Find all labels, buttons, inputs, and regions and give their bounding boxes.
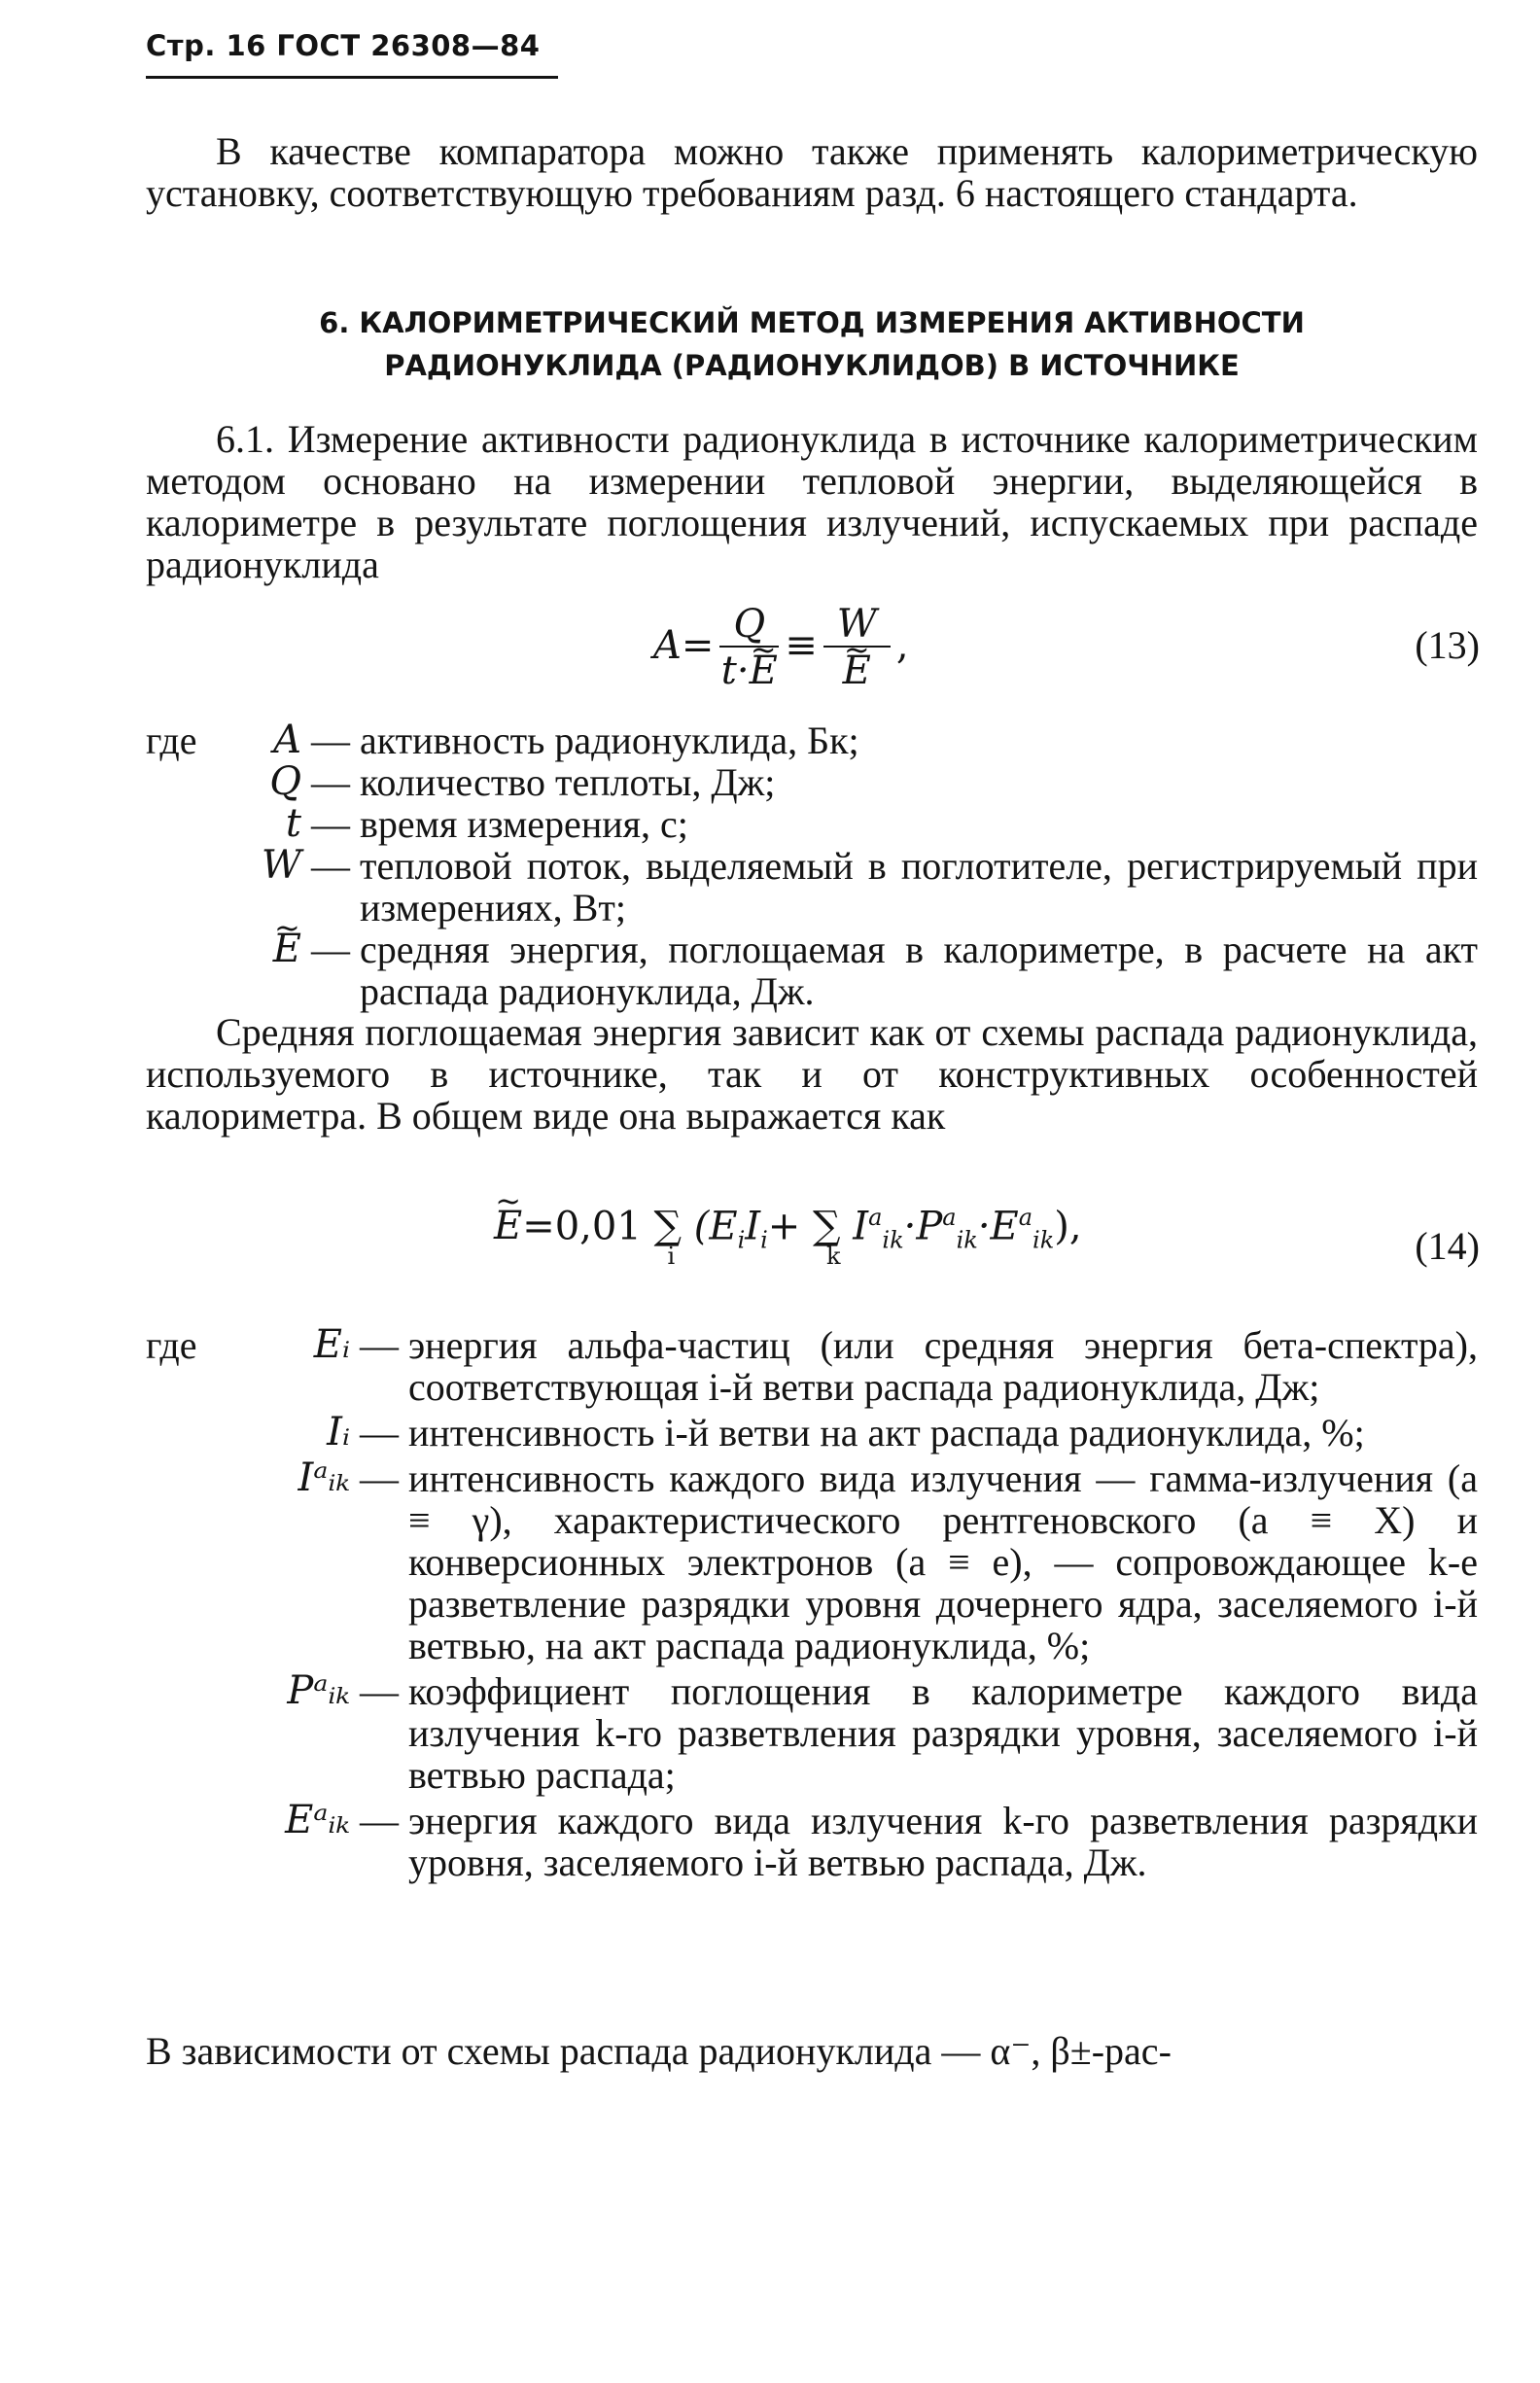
formula14-sub: i: [737, 1226, 746, 1254]
definitions-14: [146, 1324, 1478, 1883]
formula14-sup: a: [868, 1204, 883, 1231]
definition-row: [146, 929, 1478, 1012]
definition-row: [146, 719, 1478, 761]
definition-dash: —: [311, 928, 350, 971]
formula14-plus: +: [767, 1204, 801, 1249]
formula14-lhs: ~ E: [494, 1204, 522, 1248]
definition-text: энергия альфа-частиц (или средняя энергия бета-спектра), соответствующая i-й ветви распада радионуклида, Дж;: [408, 1323, 1478, 1409]
definition-dash: —: [360, 1456, 399, 1500]
definition-dash: —: [311, 718, 350, 762]
equation-number-14: (14): [1415, 1224, 1480, 1268]
formula14-sum1: [653, 1204, 682, 1271]
definition-dash: —: [360, 1323, 399, 1367]
formula13-eq2: ≡: [785, 623, 818, 668]
definition-dash: —: [311, 844, 350, 888]
formula14-sub: ik: [1032, 1226, 1055, 1254]
definition-row: [146, 1412, 1478, 1454]
formula14-sub: i: [760, 1226, 768, 1254]
definition-row: [146, 845, 1478, 929]
mean-energy-paragraph: Средняя поглощаемая энергия зависит как от схемы распада радионуклида, используемого в источнике, так и от конструктивных особенностей калориметра. В общем виде она выражается как: [146, 1010, 1478, 1138]
formula13-fraction1: [719, 603, 779, 694]
section-heading: [146, 301, 1478, 387]
definition-symbol: Q: [269, 759, 301, 804]
sum-index: k: [826, 1243, 841, 1271]
definitions-lead: где: [146, 1323, 197, 1367]
definition-text: средняя энергия, поглощаемая в калориметре, в расчете на акт распада радионуклида, Дж.: [360, 928, 1478, 1013]
sum-symbol: ∑: [813, 1204, 841, 1249]
formula-14: [494, 1204, 1082, 1271]
formula13-num2: W: [823, 603, 891, 648]
definition-dash: —: [311, 802, 350, 846]
header-rule: [146, 76, 558, 79]
formula14-I: I: [745, 1204, 761, 1249]
paragraph-6-1: 6.1. Измерение активности радионуклида в источнике калориметрическим методом основано на измерении тепловой энергии, выделяющейся в калориметре в результате поглощения излучений, испускаемых при распаде радионуклида: [146, 417, 1478, 586]
definition-symbol: Pᵃᵢₖ: [287, 1668, 350, 1713]
sum-symbol: ∑: [653, 1204, 682, 1249]
definition-symbol: Eᵃᵢₖ: [285, 1798, 350, 1842]
final-paragraph: В зависимости от схемы распада радионуклида — α⁻, β±-рас-: [146, 2029, 1172, 2073]
formula13-den1: [719, 648, 779, 694]
definition-text: активность радионуклида, Бк;: [360, 718, 859, 762]
formula13-eq1: =: [681, 623, 715, 668]
sum-index: i: [667, 1243, 676, 1271]
formula13-den2-e: ~ E: [843, 648, 871, 694]
definition-dash: —: [360, 1411, 399, 1454]
formula13-den1-t: t·: [720, 648, 750, 693]
formula14-sub: ik: [956, 1226, 978, 1254]
section-heading-line2: РАДИОНУКЛИДА (РАДИОНУКЛИДОВ) В ИСТОЧНИКЕ: [384, 349, 1240, 382]
formula14-sup: a: [942, 1204, 957, 1231]
definition-symbol: A: [273, 718, 301, 762]
formula13-den1-e: ~ E: [750, 648, 778, 694]
formula-13: [653, 603, 909, 694]
definition-row: [146, 1324, 1478, 1408]
definition-row: [146, 1457, 1478, 1666]
formula13-lhs: A: [653, 623, 682, 668]
formula14-sub: ik: [882, 1226, 904, 1254]
definition-row: [146, 1670, 1478, 1796]
definition-symbol: Iᵢ: [327, 1410, 350, 1454]
formula13-trail: ,: [895, 623, 909, 668]
formula14-I2: I: [853, 1204, 869, 1249]
intro-paragraph: В качестве компаратора можно также применять калориметрическую установку, соответствующую требованиям разд. 6 настоящего стандарта.: [146, 129, 1478, 215]
definition-symbol: ~ E: [241, 929, 301, 970]
formula14-E: ·E: [977, 1204, 1019, 1249]
formula13-den2: [823, 648, 891, 694]
definition-symbol: Eᵢ: [313, 1322, 350, 1367]
page-header: Стр. 16 ГОСТ 26308—84: [146, 29, 541, 62]
formula14-close: ),: [1054, 1204, 1082, 1249]
formula14-P: ·P: [903, 1204, 943, 1249]
formula14-sup: a: [1018, 1204, 1033, 1231]
definition-text: тепловой поток, выделяемый в поглотителе, регистрируемый при измерениях, Вт;: [360, 844, 1478, 929]
definition-text: время измерения, с;: [360, 802, 688, 846]
formula13-num1: Q: [719, 603, 779, 648]
definitions-lead: где: [146, 718, 197, 762]
formula14-eq: =0,01: [522, 1204, 642, 1249]
definition-dash: —: [311, 760, 350, 804]
definitions-13: [146, 719, 1478, 1012]
definition-dash: —: [360, 1669, 399, 1713]
equation-number-13: (13): [1415, 623, 1480, 667]
definition-symbol: t: [285, 801, 301, 846]
definition-row: [146, 761, 1478, 803]
section-heading-line1: 6. КАЛОРИМЕТРИЧЕСКИЙ МЕТОД ИЗМЕРЕНИЯ АКТИВНОСТИ: [319, 306, 1305, 339]
formula14-open: (E: [693, 1204, 738, 1249]
definition-text: интенсивность i-й ветви на акт распада радионуклида, %;: [408, 1411, 1365, 1454]
formula13-fraction2: [823, 603, 891, 694]
definition-text: интенсивность каждого вида излучения — гамма-излучения (a ≡ γ), характеристического рентгеновского (a ≡ X) и конверсионных электронов (a ≡ e), — сопровождающее k-е разветвление разрядки уровня дочернего ядра, заселяемого i-й ветвью, на акт распада радионуклида, %;: [408, 1456, 1478, 1667]
definition-text: коэффициент поглощения в калориметре каждого вида излучения k-го разветвления разрядки уровня, заселяемого i-й ветвью распада;: [408, 1669, 1478, 1797]
definition-row: [146, 1800, 1478, 1883]
definition-symbol: W: [261, 843, 301, 888]
definition-text: количество теплоты, Дж;: [360, 760, 776, 804]
definition-row: [146, 803, 1478, 845]
definition-symbol: Iᵃᵢₖ: [298, 1455, 350, 1500]
definition-text: энергия каждого вида излучения k-го разветвления разрядки уровня, заселяемого i-й ветвью распада, Дж.: [408, 1799, 1478, 1884]
definition-dash: —: [360, 1799, 399, 1842]
formula14-sum2: [813, 1204, 841, 1271]
